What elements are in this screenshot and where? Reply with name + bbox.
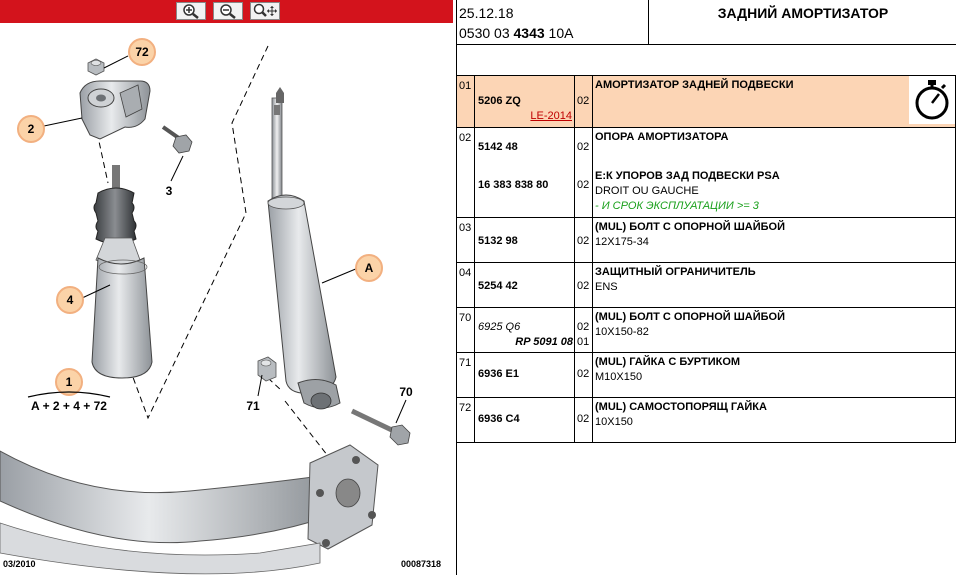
part-number[interactable]: 5206 ZQ: [478, 95, 521, 107]
row-number: 01: [459, 80, 472, 92]
quantity: 02: [577, 179, 590, 191]
zoom-in-button[interactable]: [176, 2, 206, 20]
parts-table: [456, 75, 956, 443]
exploded-parts-diagram: [0, 23, 453, 575]
part-description: 10X150: [595, 416, 633, 428]
part-title: ОПОРА АМОРТИЗАТОРА: [595, 131, 729, 143]
callout-2[interactable]: [18, 116, 44, 142]
callout-2-label: 2: [27, 122, 35, 136]
parts-header: [456, 0, 956, 44]
kit-formula: A + 2 + 4 + 72: [31, 399, 107, 413]
part-number[interactable]: 5254 42: [478, 280, 518, 292]
callout-3-label: 3: [165, 184, 173, 198]
row-number: 03: [459, 222, 472, 234]
part-title: АМОРТИЗАТОР ЗАДНЕЙ ПОДВЕСКИ: [595, 79, 794, 91]
callout-1-label: 1: [65, 375, 73, 389]
diagram-panel: [0, 0, 453, 575]
callout-71-label: 71: [246, 399, 260, 413]
table-row[interactable]: [457, 218, 956, 263]
part-number[interactable]: 5142 48: [478, 141, 518, 153]
part-title: (MUL) БОЛТ С ОПОРНОЙ ШАЙБОЙ: [595, 311, 785, 323]
part-title: (MUL) БОЛТ С ОПОРНОЙ ШАЙБОЙ: [595, 221, 785, 233]
part-71-nut: [258, 357, 276, 381]
table-row[interactable]: [457, 128, 956, 218]
part-description: DROIT OU GAUCHE: [595, 185, 699, 197]
parts-panel: [456, 0, 956, 575]
page-title: ЗАДНИЙ АМОРТИЗАТОР: [648, 0, 956, 44]
part-condition: - И СРОК ЭКСПЛУАТАЦИИ >= 3: [595, 200, 759, 212]
table-row[interactable]: [457, 308, 956, 353]
part-72-nut: [88, 59, 104, 75]
table-row[interactable]: [457, 398, 956, 443]
rear-axle-subframe: [0, 445, 378, 574]
part-title: Е:К УПОРОВ ЗАД ПОДВЕСКИ PSA: [595, 170, 780, 182]
quantity: 02: [577, 321, 590, 333]
zoom-fit-icon: [252, 3, 278, 19]
part-description: ENS: [595, 281, 618, 293]
table-row[interactable]: [457, 263, 956, 308]
callout-4[interactable]: [57, 287, 83, 313]
validity-link[interactable]: LE-2014: [530, 110, 572, 122]
part-2-mount: [80, 81, 150, 139]
part-number[interactable]: 6936 C4: [478, 413, 520, 425]
reference-suffix: 10A: [544, 25, 574, 41]
quantity: 02: [577, 95, 590, 107]
callout-a-label: A: [364, 261, 374, 275]
callout-72-label: 72: [135, 45, 149, 59]
row-number: 70: [459, 312, 472, 324]
part-number[interactable]: 6936 E1: [478, 368, 519, 380]
part-4-bump-stop: [92, 165, 152, 378]
diagram-code: 00087318: [401, 559, 442, 569]
row-number: 71: [459, 357, 472, 369]
quantity: 02: [577, 235, 590, 247]
part-number[interactable]: 16 383 838 80: [478, 179, 549, 191]
part-number[interactable]: RP 5091 08: [515, 336, 573, 348]
zoom-out-button[interactable]: [213, 2, 243, 20]
part-title: (MUL) ГАЙКА С БУРТИКОМ: [595, 356, 741, 368]
diagram-toolbar: [0, 0, 453, 23]
callout-a[interactable]: [356, 255, 382, 281]
zoom-fit-button[interactable]: [250, 2, 280, 20]
part-number[interactable]: 6925 Q6: [478, 321, 521, 333]
reference-prefix: 0530 03: [459, 25, 514, 41]
callout-72[interactable]: [129, 39, 155, 65]
part-title: ЗАЩИТНЫЙ ОГРАНИЧИТЕЛЬ: [595, 266, 756, 278]
header-date: 25.12.18: [459, 5, 514, 21]
diagram-date: 03/2010: [3, 559, 36, 569]
quantity: 02: [577, 280, 590, 292]
zoom-in-icon: [181, 3, 201, 19]
quantity: 02: [577, 141, 590, 153]
part-title: (MUL) САМОСТОПОРЯЩ ГАЙКА: [595, 401, 767, 413]
part-description: M10X150: [595, 371, 643, 383]
row-number: 72: [459, 402, 472, 414]
stopwatch-icon[interactable]: [909, 76, 955, 124]
callout-70-label: 70: [399, 385, 413, 399]
table-row[interactable]: [457, 76, 956, 128]
zoom-out-icon: [218, 3, 238, 19]
quantity: 02: [577, 368, 590, 380]
part-description: 12X175-34: [595, 236, 649, 248]
part-a-shock-absorber: [268, 87, 340, 409]
quantity: 01: [577, 336, 590, 348]
quantity: 02: [577, 413, 590, 425]
part-description: 10X150-82: [595, 326, 649, 338]
row-number: 04: [459, 267, 472, 279]
part-number[interactable]: 5132 98: [478, 235, 518, 247]
row-number: 02: [459, 132, 472, 144]
part-70-bolt: [352, 411, 410, 445]
callout-1[interactable]: [56, 369, 82, 395]
header-reference: [459, 25, 573, 41]
table-row[interactable]: [457, 353, 956, 398]
part-3-bolt: [163, 127, 192, 153]
callout-4-label: 4: [66, 293, 74, 307]
reference-number: 4343: [513, 25, 545, 41]
